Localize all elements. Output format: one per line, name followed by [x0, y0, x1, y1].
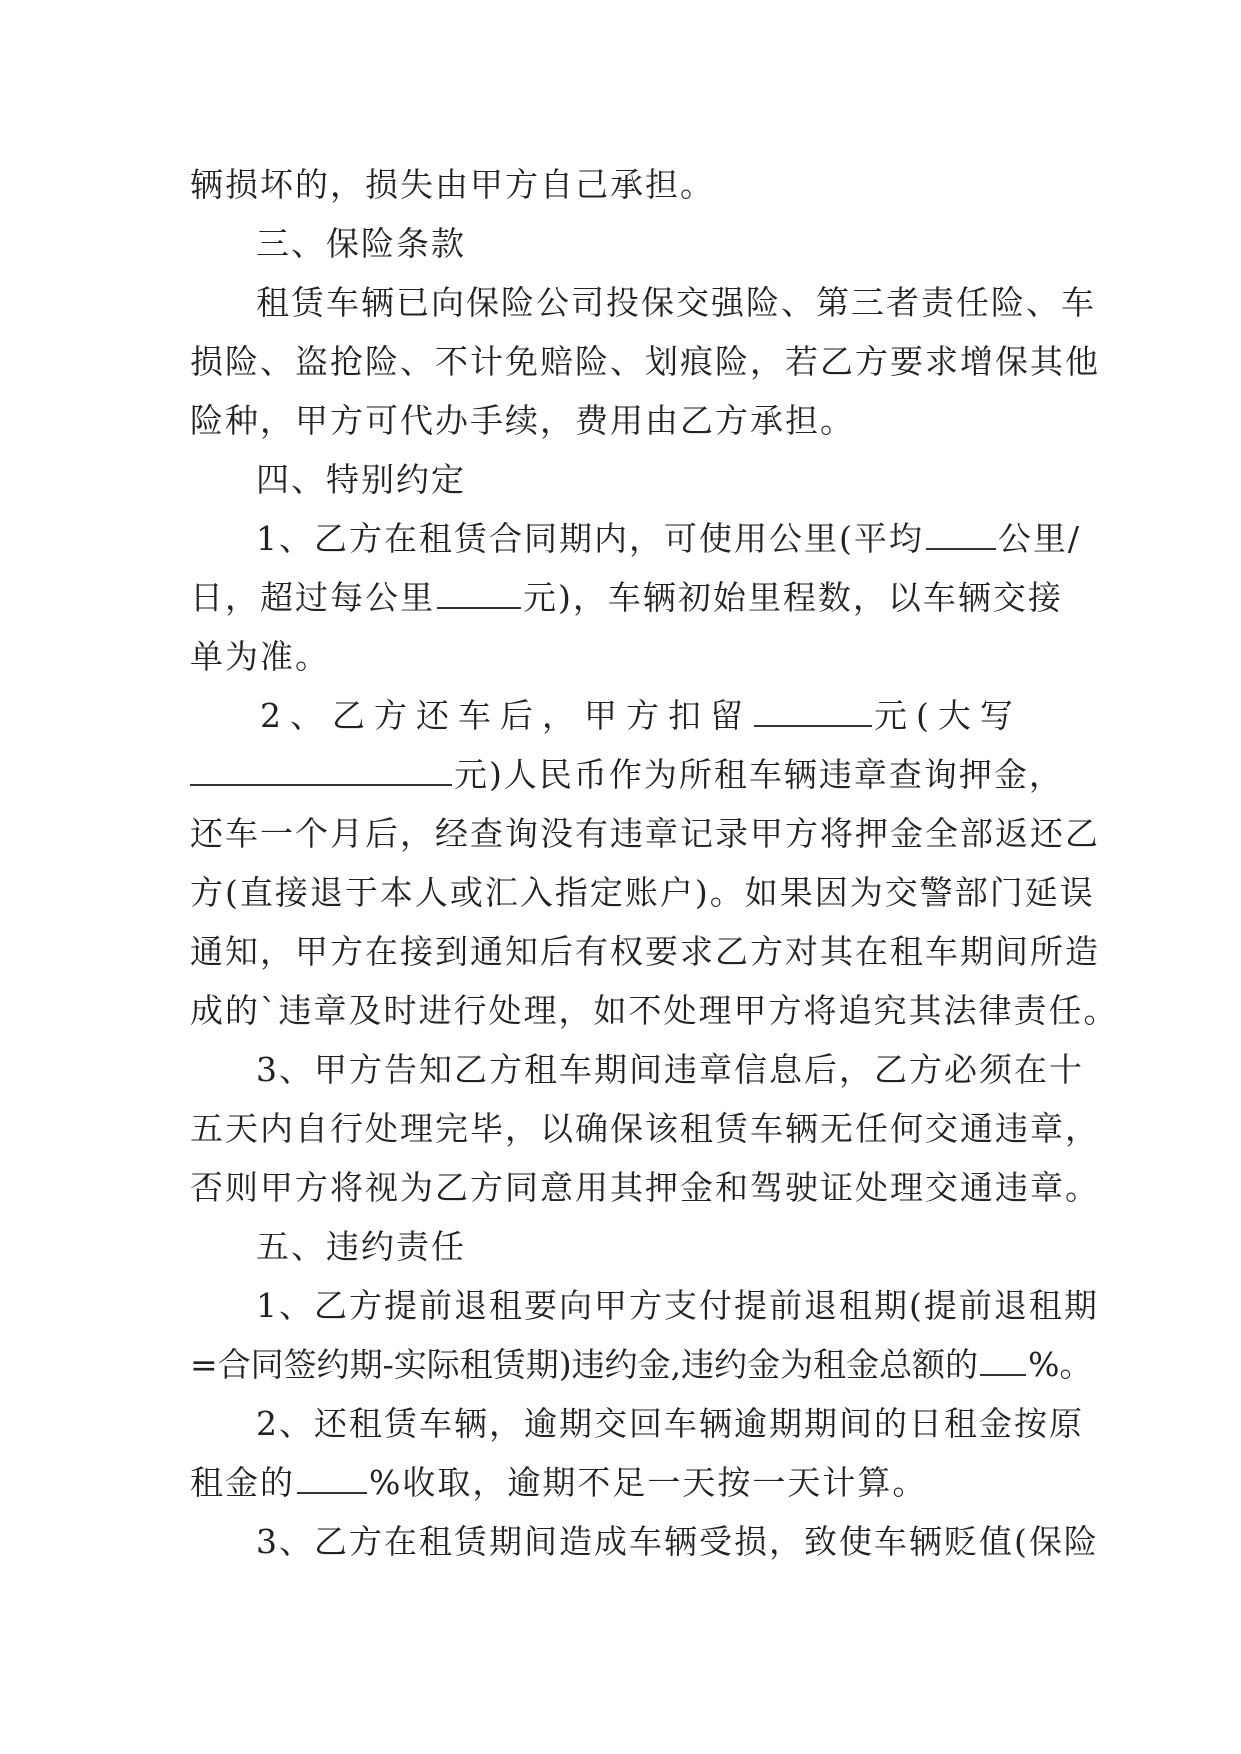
paragraph-line: 辆损坏的，损失由甲方自己承担。: [190, 165, 715, 204]
paragraph-line: 3、乙方在租赁期间造成车辆受损，致使车辆贬值(保险: [256, 1522, 1099, 1561]
paragraph-line: 还车一个月后，经查询没有违章记录甲方将押金全部返还乙: [190, 814, 1100, 853]
paragraph-line: 租赁车辆已向保险公司投保交强险、第三者责任险、车: [256, 283, 1096, 322]
section-heading-special-terms: 四、特别约定: [256, 460, 466, 499]
text-segment: 元)人民币作为所租车辆违章查询押金，: [454, 755, 1064, 794]
fill-in-blank: [926, 518, 996, 550]
text-segment: 1、乙方在租赁合同期内，可使用公里(平均: [256, 519, 924, 558]
text-segment: =合同签约期-实际租赁期)违约金,违约金为租金总额的: [190, 1345, 979, 1384]
paragraph-line: [190, 568, 1063, 627]
paragraph-line: 通知，甲方在接到通知后有权要求乙方对其在租车期间所造: [190, 932, 1100, 971]
text-segment: 日，超过每公里: [190, 578, 435, 617]
text-segment: 公里/: [997, 519, 1081, 558]
paragraph-line: 方(直接退于本人或汇入指定账户)。如果因为交警部门延误: [190, 873, 1095, 912]
paragraph-line: [190, 745, 1064, 804]
paragraph-line: [190, 509, 1081, 568]
paragraph-line: 2、还租赁车辆，逾期交回车辆逾期期间的日租金按原: [256, 1404, 1084, 1443]
paragraph-line: 3、甲方告知乙方租车期间违章信息后，乙方必须在十: [256, 1050, 1084, 1089]
fill-in-blank: [437, 577, 521, 609]
paragraph-line: 险种，甲方可代办手续，费用由乙方承担。: [190, 401, 855, 440]
paragraph-line: 五天内自行处理完毕，以确保该租赁车辆无任何交通违章，: [190, 1109, 1100, 1148]
paragraph-line: [190, 1335, 1093, 1394]
text-segment: 租金的: [190, 1463, 295, 1502]
section-heading-insurance: 三、保险条款: [256, 224, 466, 263]
fill-in-blank: [980, 1344, 1026, 1376]
paragraph-line: 损险、盗抢险、不计免赔险、划痕险，若乙方要求增保其他: [190, 342, 1100, 381]
paragraph-line: [190, 686, 1052, 745]
fill-in-blank: [190, 754, 452, 786]
text-segment: 2、乙方还车后，甲方扣留: [260, 696, 752, 735]
section-heading-breach-liability: 五、违约责任: [256, 1227, 466, 1266]
paragraph-line: 单为准。: [190, 637, 330, 676]
paragraph-line: 否则甲方将视为乙方同意用其押金和驾驶证处理交通违章。: [190, 1168, 1100, 1207]
text-segment: %。: [1028, 1345, 1093, 1384]
paragraph-line: 1、乙方提前退租要向甲方支付提前退租期(提前退租期: [256, 1286, 1099, 1325]
fill-in-blank: [297, 1462, 367, 1494]
document-body: [190, 155, 1119, 1571]
paragraph-line: [190, 1453, 1052, 1512]
text-segment: 元)，车辆初始里程数，以车辆交接: [523, 578, 1063, 617]
text-segment: %收取，逾期不足一天按一天计算。: [369, 1463, 928, 1502]
fill-in-blank: [754, 695, 872, 727]
text-segment: 元(大写: [874, 696, 1022, 735]
paragraph-line: 成的`违章及时进行处理，如不处理甲方将追究其法律责任。: [190, 991, 1119, 1030]
